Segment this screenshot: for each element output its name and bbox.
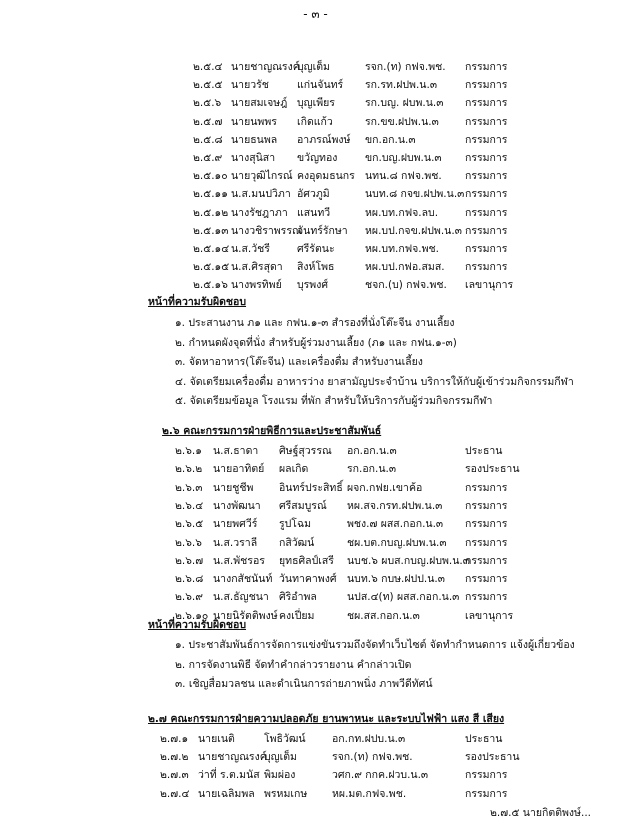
member-surname: ขวัญทอง bbox=[297, 152, 338, 164]
member-position: รจก.(ท) กฟจ.พช. bbox=[332, 751, 413, 764]
member-surname: อินทร์ประสิทธิ์ bbox=[279, 481, 343, 494]
member-position: วศก.๙ กกค.ฝวบ.น.๓ bbox=[332, 769, 429, 782]
member-surname: บุญเพียร bbox=[297, 97, 335, 110]
member-number: ๒.๖.๓ bbox=[175, 481, 203, 494]
member-position: รก.ขข.ฝปพ.น.๓ bbox=[365, 115, 439, 128]
member-position: หผ.บป.กจข.ฝปพ.น.๓ bbox=[365, 224, 462, 237]
member-number: ๒.๕.๙ bbox=[193, 152, 223, 164]
member-number: ๒.๖.๒ bbox=[175, 463, 203, 476]
section3-title: ๒.๗ คณะกรรมการฝ่ายความปลอดภัย ยานพาหนะ และระบบไฟฟ้า แสง สี เสียง bbox=[148, 713, 505, 725]
member-name: นายชาญณรงค์ bbox=[198, 751, 267, 764]
member-position: นบท.๘ กจข.ฝปพ.น.๓ bbox=[365, 188, 465, 201]
member-surname: เกิดแก้ว bbox=[297, 115, 333, 128]
member-position: นปส.๔(ท) ผสส.กอก.น.๓ bbox=[347, 591, 460, 604]
member-number: ๒.๗.๔ bbox=[160, 787, 190, 800]
member-number: ๒.๗.๑ bbox=[160, 733, 189, 745]
section2-title: ๒.๖ คณะกรรมการฝ่ายพิธีการและประชาสัมพันธ์ bbox=[162, 425, 382, 437]
member-surname: ศรีสมบูรณ์ bbox=[279, 499, 327, 512]
member-role: รองประธาน bbox=[465, 751, 520, 764]
member-role: กรรมการ bbox=[465, 536, 508, 549]
member-role: กรรมการ bbox=[465, 188, 508, 201]
member-surname: ศรีรัตนะ bbox=[297, 243, 335, 255]
member-number: ๒.๖.๖ bbox=[175, 536, 202, 549]
member-role: กรรมการ bbox=[465, 573, 508, 586]
member-surname: บุญเต็ม bbox=[264, 751, 297, 764]
page-number: - ๓ - bbox=[303, 7, 328, 21]
member-position: นบท.๖ กบษ.ฝปป.น.๓ bbox=[347, 573, 445, 586]
member-name: นายพศวีร์ bbox=[213, 518, 258, 531]
member-number: ๒.๖.๘ bbox=[175, 573, 204, 586]
duty-item: ๑. ประสานงาน ภ๑ และ กฟน.๑-๓ สำรองที่นั่งโต๊ะจีน งานเลี้ยง bbox=[175, 317, 455, 329]
member-number: ๒.๖.๙ bbox=[175, 591, 203, 604]
member-surname: โพธิวัฒน์ bbox=[264, 733, 306, 745]
member-number: ๒.๗.๒ bbox=[160, 751, 189, 764]
member-number: ๒.๖.๗ bbox=[175, 554, 204, 567]
member-number: ๒.๖.๔ bbox=[175, 499, 204, 512]
duty-item: ๓. เชิญสื่อมวลชน และดำเนินการถ่ายภาพนิ่ง ภาพวีดีทัศน์ bbox=[175, 678, 433, 690]
member-name: นายนพพร bbox=[231, 115, 277, 128]
member-surname: สิงห์โพธ bbox=[297, 261, 335, 274]
member-surname: รูปโฉม bbox=[279, 518, 312, 531]
member-surname: วันทาคาพงศ์ bbox=[279, 573, 337, 586]
member-role: ประธาน bbox=[465, 445, 503, 457]
member-role: กรรมการ bbox=[465, 518, 508, 531]
member-surname: จันทร์รักษา bbox=[297, 224, 348, 237]
member-name: นางพัฒนา bbox=[213, 499, 261, 512]
member-position: หผ.บท.กฟจ.พช. bbox=[365, 243, 440, 255]
duty-item: ๒. การจัดงานพิธี จัดทำคำกล่าวรายงาน คำกล่าวเปิด bbox=[175, 658, 412, 671]
section1-duty-title: หน้าที่ความรับผิดชอบ bbox=[148, 296, 247, 308]
duty-item: ๑. ประชาสัมพันธ์การจัดการแข่งขันรวมถึงจัดทำเว็บไซต์ จัดทำกำหนดการ แจ้งผู้เกี่ยวข้อง bbox=[175, 639, 575, 651]
member-name: นางวชิราพรรณ bbox=[231, 224, 302, 237]
member-role: กรรมการ bbox=[465, 261, 508, 274]
member-role: รองประธาน bbox=[465, 463, 520, 476]
member-number: ๒.๕.๑๑ bbox=[193, 188, 228, 201]
member-role: กรรมการ bbox=[465, 115, 508, 128]
member-role: กรรมการ bbox=[465, 97, 508, 110]
member-position: อก.กท.ฝปบ.น.๓ bbox=[332, 733, 406, 745]
member-name: นายวุฒิไกรณ์ bbox=[231, 170, 293, 183]
member-surname: แสนทวี bbox=[297, 206, 331, 219]
continuation-text: ๒.๗.๕ นายกิตติพงษ์... bbox=[490, 807, 591, 819]
section2-duty-title: หน้าที่ความรับผิดชอบ bbox=[148, 619, 247, 631]
member-position: ขก.บญ.ฝบพ.น.๓ bbox=[365, 152, 442, 164]
member-number: ๒.๖.๑ bbox=[175, 445, 202, 457]
duty-item: ๒. กำหนดผังจุดที่นั่ง สำหรับผู้ร่วมงานเลี้ยง (ภ๑ และ กฟน.๑-๓) bbox=[175, 336, 457, 349]
member-position: หผ.บป.กฟอ.สมส. bbox=[365, 261, 445, 274]
member-position: หผ.สจ.กรท.ฝปพ.น.๓ bbox=[347, 499, 443, 512]
member-name: นายธนพล bbox=[231, 133, 278, 146]
member-position: อก.อก.น.๓ bbox=[347, 445, 397, 457]
member-role: กรรมการ bbox=[465, 61, 508, 73]
member-number: ๒.๕.๖ bbox=[193, 97, 222, 110]
member-name: ว่าที่ ร.ต.มนัส bbox=[198, 769, 260, 782]
member-surname: กสิวัฒน์ bbox=[279, 536, 315, 549]
member-role: กรรมการ bbox=[465, 769, 508, 782]
member-number: ๒.๕.๑๕ bbox=[193, 261, 230, 274]
duty-item: ๓. จัดหาอาหาร(โต๊ะจีน) และเครื่องดื่ม สำหรับงานเลี้ยง bbox=[175, 356, 423, 368]
member-position: รก.บญ. ฝบพ.น.๓ bbox=[365, 97, 444, 110]
member-number: ๒.๕.๑๖ bbox=[193, 279, 228, 292]
member-number: ๒.๕.๕ bbox=[193, 79, 223, 92]
member-role: กรรมการ bbox=[465, 224, 508, 237]
member-name: นายนิรัตติพงษ์ bbox=[213, 609, 278, 622]
member-role: เลขานุการ bbox=[465, 609, 514, 622]
member-name: นางรัชฎาภา bbox=[231, 206, 288, 219]
member-name: น.ส.วัชรี bbox=[231, 243, 270, 255]
member-role: กรรมการ bbox=[465, 79, 508, 92]
member-role: ประธาน bbox=[465, 733, 503, 745]
member-surname: พิมผ่อง bbox=[264, 769, 296, 782]
member-name: นายเนติ bbox=[198, 733, 235, 745]
member-role: กรรมการ bbox=[465, 499, 508, 512]
member-position: นทน.๘ กฟจ.พช. bbox=[365, 170, 442, 183]
member-surname: ยุทธศิลป์เสรี bbox=[279, 554, 334, 567]
member-name: น.ส.วราลี bbox=[213, 536, 258, 549]
duty-item: ๕. จัดเตรียมข้อมูล โรงแรม ที่พัก สำหรับให้บริการกับผู้ร่วมกิจกรรมกีฬา bbox=[175, 395, 493, 407]
member-role: กรรมการ bbox=[465, 133, 508, 146]
member-position: รก.รท.ฝปพ.น.๓ bbox=[365, 79, 438, 92]
member-name: น.ส.มนปวิภา bbox=[231, 188, 291, 201]
member-role: กรรมการ bbox=[465, 170, 508, 183]
member-surname: แก่นจันทร์ bbox=[297, 79, 344, 92]
member-role: กรรมการ bbox=[465, 206, 508, 219]
member-name: นางพรทิพย์ bbox=[231, 279, 282, 292]
member-surname: ผลเกิด bbox=[279, 463, 309, 476]
member-surname: ศิษฐ์สุวรรณ bbox=[279, 445, 332, 457]
member-name: น.ส.พัชรอร bbox=[213, 554, 265, 567]
member-role: กรรมการ bbox=[465, 152, 508, 164]
member-name: นายชาญณรงค์ bbox=[231, 61, 300, 73]
member-role: กรรมการ bbox=[465, 243, 508, 255]
member-position: หผ.มต.กฟจ.พช. bbox=[332, 787, 407, 800]
member-number: ๒.๕.๑๓ bbox=[193, 224, 229, 237]
member-number: ๒.๕.๑๒ bbox=[193, 206, 229, 219]
member-name: น.ส.ศิรสุดา bbox=[231, 261, 283, 274]
member-number: ๒.๕.๘ bbox=[193, 133, 223, 146]
member-number: ๒.๕.๑๐ bbox=[193, 170, 228, 183]
member-position: ชผ.สส.กอก.น.๓ bbox=[347, 609, 420, 622]
member-surname: พรหมเกษ bbox=[264, 787, 308, 800]
member-position: ชผ.บต.กบญ.ฝบพ.น.๓ bbox=[347, 536, 447, 549]
member-surname: อัศวภูมิ bbox=[297, 188, 330, 201]
member-name: นายชูชีพ bbox=[213, 481, 254, 494]
member-position: นบช.๖ ผบส.กบญ.ฝบพ.น.๓ bbox=[347, 554, 470, 567]
member-position: ชจก.(บ) กฟจ.พช. bbox=[365, 279, 447, 292]
member-name: นายสมเจษฎ์ bbox=[231, 97, 288, 110]
member-role: เลขานุการ bbox=[465, 279, 514, 292]
member-name: นางสุนิสา bbox=[231, 152, 276, 164]
member-number: ๒.๖.๕ bbox=[175, 518, 204, 531]
member-position: ผจก.กฟย.เขาค้อ bbox=[347, 481, 423, 494]
member-role: กรรมการ bbox=[465, 591, 508, 604]
member-position: หผ.บท.กฟจ.ลบ. bbox=[365, 206, 439, 219]
member-surname: คงเปี่ยม bbox=[279, 609, 315, 622]
member-position: ขก.อก.น.๓ bbox=[365, 133, 416, 146]
member-surname: ศิริอำพล bbox=[279, 591, 317, 604]
member-position: รก.อก.น.๓ bbox=[347, 463, 397, 476]
member-name: น.ส.ธาดา bbox=[213, 445, 259, 457]
member-number: ๒.๕.๑๔ bbox=[193, 243, 230, 255]
member-surname: คงอุดมธนกร bbox=[297, 170, 355, 183]
member-position: พชง.๗ ผสส.กอก.น.๓ bbox=[347, 518, 444, 531]
duty-item: ๔. จัดเตรียมเครื่องดื่ม อาหารว่าง ยาสามัญประจำบ้าน บริการให้กับผู้เข้าร่วมกิจกรรมกีฬา bbox=[175, 375, 574, 388]
member-name: น.ส.ธัญชนา bbox=[213, 591, 269, 604]
member-name: นางกสัชนันท์ bbox=[213, 573, 273, 586]
member-name: นายเฉลิมพล bbox=[198, 787, 255, 800]
member-number: ๒.๕.๔ bbox=[193, 61, 223, 73]
member-number: ๒.๗.๓ bbox=[160, 769, 189, 782]
member-name: นายวรัช bbox=[231, 79, 269, 92]
member-role: กรรมการ bbox=[465, 481, 508, 494]
member-surname: บุรพงศ์ bbox=[297, 279, 329, 292]
member-number: ๒.๖.๑๐ bbox=[175, 609, 209, 622]
member-role: กรรมการ bbox=[465, 787, 508, 800]
member-number: ๒.๕.๗ bbox=[193, 115, 223, 128]
member-surname: อาภรณ์พงษ์ bbox=[297, 133, 351, 146]
member-position: รจก.(ท) กฟจ.พช. bbox=[365, 61, 446, 73]
member-name: นายอาทิตย์ bbox=[213, 463, 265, 476]
member-surname: บุญเต็ม bbox=[297, 61, 330, 73]
member-role: กรรมการ bbox=[465, 554, 508, 567]
